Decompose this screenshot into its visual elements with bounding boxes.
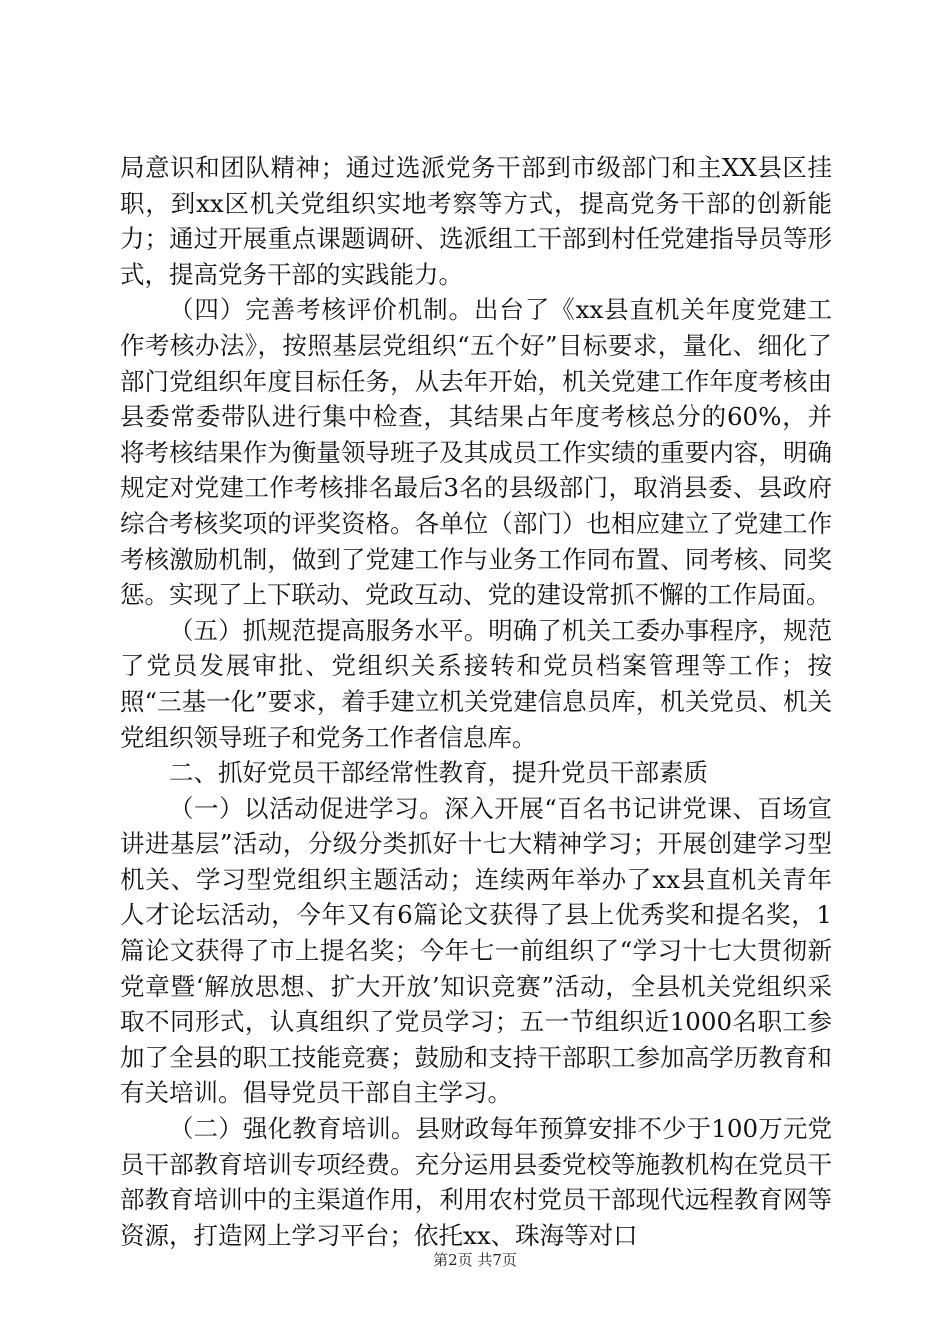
section-heading: 二、抓好党员干部经常性教育，提升党员干部素质 xyxy=(169,758,708,788)
paragraph-3: （五）抓规范提高服务水平。明确了机关工委办事程序，规范了党员发展审批、党组织关系接转和党员档案管理等工作；按照“三基一化”要求，着手建立机关党建信息员库，机关党员、机关党组织领导班子和党务工作者信息库。 xyxy=(120,615,832,752)
page-footer: 第2页 共7页 xyxy=(433,1251,517,1269)
paragraph-2: （四）完善考核评价机制。出台了《xx县直机关年度党建工作考核办法》，按照基层党组织“五个好”目标要求，量化、细化了部门党组织年度目标任务，从去年开始，机关党建工作年度考核由县委常委带队进行集中检查，其结果占年度考核总分的60%，并将考核结果作为衡量领导班子及其成员工作实绩的重要内容，明确规定对党建工作考核排名最后3名的县级部门，取消县委、县政府综合考核奖项的评奖资格。各单位（部门）也相应建立了党建工作考核激励机制，做到了党建工作与业务工作同布置、同考核、同奖惩。实现了上下联动、党政互动、党的建设常抓不懈的工作局面。 xyxy=(120,295,832,610)
paragraph-1: 局意识和团队精神；通过选派党务干部到市级部门和主XX县区挂职，到xx区机关党组织实地考察等方式，提高党务干部的创新能力；通过开展重点课题调研、选派组工干部到村任党建指导员等形式，提高党务干部的实践能力。 xyxy=(120,153,832,289)
paragraph-6: （二）强化教育培训。县财政每年预算安排不少于100万元党员干部教育培训专项经费。充分运用县委党校等施教机构在党员干部教育培训中的主渠道作用，利用农村党员干部现代远程教育网等资源，打造网上学习平台；依托xx、珠海等对口 xyxy=(120,1114,832,1250)
document-body xyxy=(120,150,832,1253)
paragraph-5: （一）以活动促进学习。深入开展“百名书记讲党课、百场宣讲进基层”活动，分级分类抓好十七大精神学习；开展创建学习型机关、学习型党组织主题活动；连续两年举办了xx县直机关青年人才论坛活动，今年又有6篇论文获得了县上优秀奖和提名奖，1篇论文获得了市上提名奖；今年七一前组织了“学习十七大贯彻新党章暨‘解放思想、扩大开放’知识竞赛”活动，全县机关党组织采取不同形式，认真组织了党员学习；五一节组织近1000名职工参加了全县的职工技能竞赛；鼓励和支持干部职工参加高学历教育和有关培训。倡导党员干部自主学习。 xyxy=(120,793,832,1108)
